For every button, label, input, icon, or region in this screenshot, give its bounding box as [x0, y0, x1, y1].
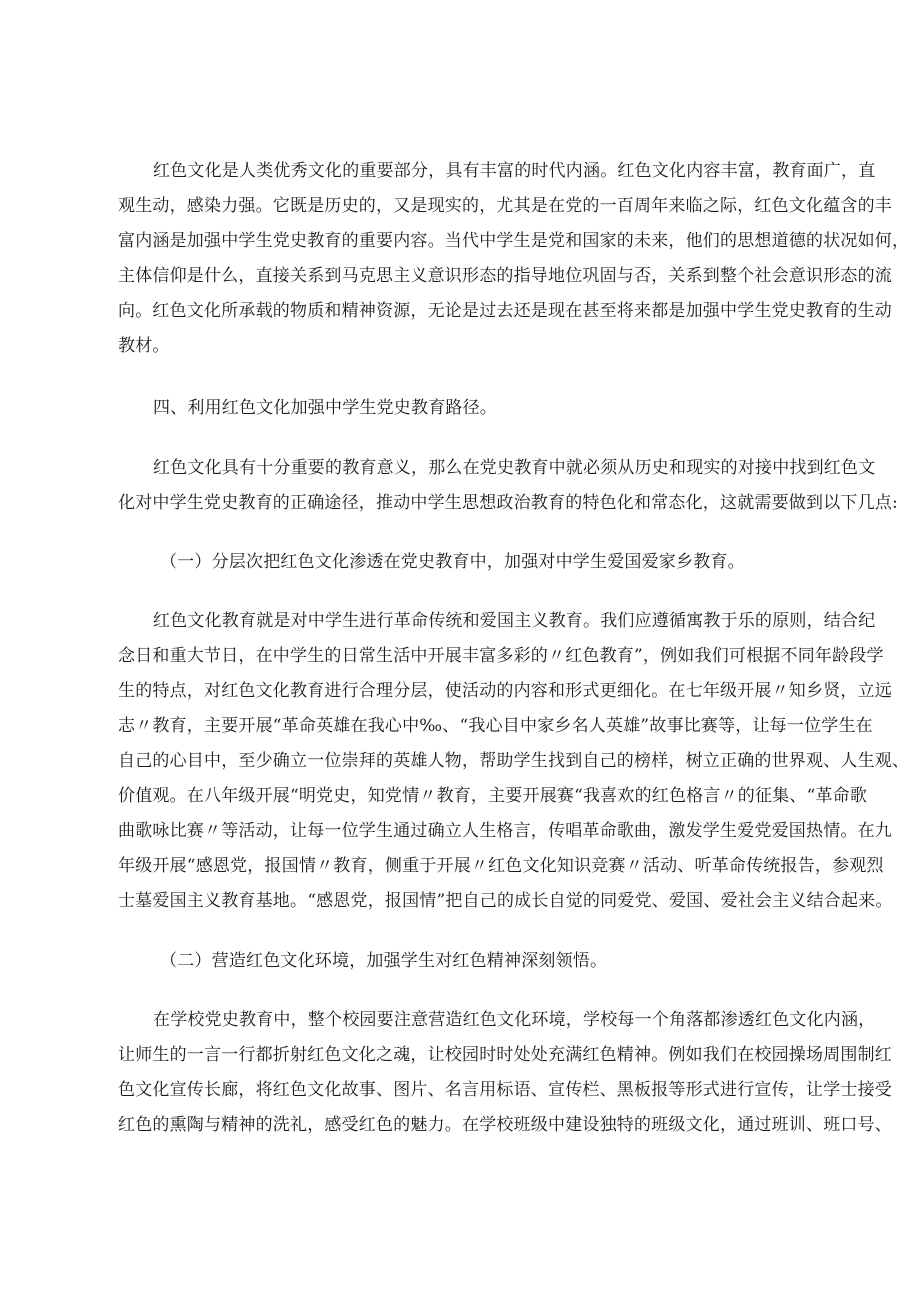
text-line: 自己的心目中，至少确立一位崇拜的英雄人物，帮助学生找到自己的榜样，树立正确的世界观、人生观、 — [118, 751, 910, 771]
text-line: 富内涵是加强中学生党史教育的重要内容。当代中学生是党和国家的未来，他们的思想道德的状况如何， — [118, 231, 910, 251]
text-line: 观生动，感染力强。它既是历史的，又是现实的，尤其是在党的一百周年来临之际，红色文化蕴含的丰 — [118, 196, 892, 216]
text-line: 在学校党史教育中，整个校园要注意营造红色文化环境，学校每一个角落都渗透红色文化内涵， — [153, 1010, 876, 1030]
heading-line: （二）营造红色文化环境，加强学生对红色精神深刻领悟。 — [160, 951, 608, 971]
text-line: 红色文化具有十分重要的教育意义，那么在党史教育中就必须从历史和现实的对接中找到红色文 — [153, 458, 876, 478]
text-line: 红色文化是人类优秀文化的重要部分，具有丰富的时代内涵。红色文化内容丰富，教育面广，直 — [153, 161, 876, 181]
text-line: 价值观。在八年级开展“明党史，知党情〃教育，主要开展赛“我喜欢的红色格言〃的征集、“革命歌 — [118, 786, 868, 806]
text-line: 士墓爱国主义教育基地。“感恩党，报国情”把自己的成长自觉的同爱党、爱国、爱社会主义结合起来。 — [118, 891, 893, 911]
text-line: 曲歌咏比赛〃等活动，让每一位学生通过确立人生格言，传唱革命歌曲，激发学生爱党爱国热情。在九 — [118, 821, 892, 841]
text-line: 年级开展“感恩党，报国情〃教育，侧重于开展〃红色文化知识竞赛〃活动、听革命传统报告，参观烈 — [118, 856, 884, 876]
text-line: 念日和重大节日，在中学生的日常生活中开展丰富多彩的〃红色教育”，例如我们可根据不同年龄段学 — [118, 646, 884, 666]
text-line: 主体信仰是什么，直接关系到马克思主义意识形态的指导地位巩固与否，关系到整个社会意识形态的流 — [118, 266, 892, 286]
text-line: 红色的熏陶与精神的洗礼，感受红色的魅力。在学校班级中建设独特的班级文化，通过班训、班口号、 — [118, 1115, 892, 1135]
text-line: 生的特点，对红色文化教育进行合理分层，使活动的内容和形式更细化。在七年级开展〃知乡贤，立远 — [118, 681, 892, 701]
text-line: 色文化宣传长廊，将红色文化故事、图片、名言用标语、宣传栏、黑板报等形式进行宣传，让学士接受 — [118, 1080, 892, 1100]
text-line: 让师生的一言一行都折射红色文化之魂，让校园时时处处充满红色精神。例如我们在校园操场周围制红 — [118, 1045, 892, 1065]
heading-line: 四、利用红色文化加强中学生党史教育路径。 — [153, 398, 497, 418]
text-line: 志〃教育，主要开展“革命英雄在我心中‰、“我心目中家乡名人英雄”故事比赛等，让每一位学生在 — [118, 716, 873, 736]
heading-line: （一）分层次把红色文化渗透在党史教育中，加强对中学生爱国爱家乡教育。 — [160, 552, 745, 572]
text-line: 向。红色文化所承载的物质和精神资源，无论是过去还是现在甚至将来都是加强中学生党史教育的生动 — [118, 301, 892, 321]
text-line: 教材。 — [118, 336, 170, 356]
text-line: 红色文化教育就是对中学生进行革命传统和爱国主义教育。我们应遵循寓教于乐的原则，结合纪 — [153, 611, 876, 631]
text-line: 化对中学生党史教育的正确途径，推动中学生思想政治教育的特色化和常态化，这就需要做到以下几点: — [118, 493, 898, 513]
